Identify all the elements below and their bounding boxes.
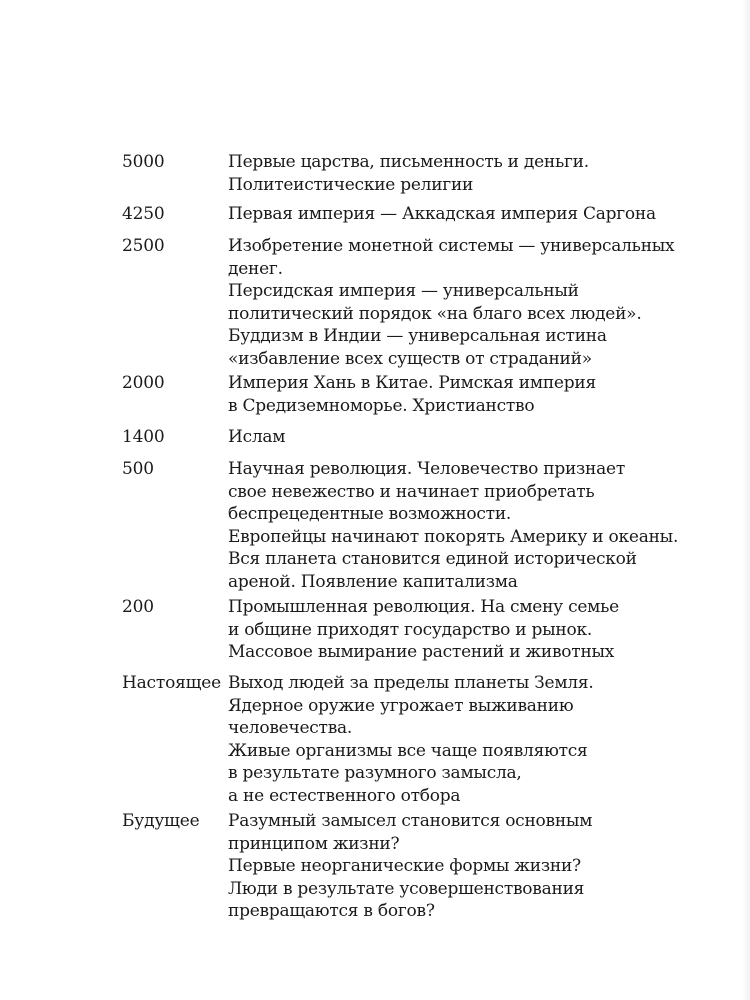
event-line: Разумный замысел становится основным: [228, 811, 593, 831]
timeline-year: 5000: [122, 152, 165, 172]
timeline-year: 200: [122, 597, 154, 617]
timeline-year: 4250: [122, 204, 165, 224]
timeline-event: [228, 810, 648, 923]
timeline-event: [228, 426, 648, 449]
timeline-year: 500: [122, 459, 154, 479]
event-line: Персидская империя — универсальный: [228, 281, 579, 301]
event-line: принципом жизни?: [228, 833, 400, 854]
event-line: Первые царства, письменность и деньги.: [228, 152, 589, 172]
timeline-year: Будущее: [122, 811, 200, 831]
timeline-event: [228, 596, 648, 664]
event-line: Вся планета становится единой исторической: [228, 549, 637, 569]
timeline-year: Настоящее: [122, 673, 221, 693]
event-line: превращаются в богов?: [228, 901, 435, 921]
event-line: Европейцы начинают покорять Америку и океаны.: [228, 526, 679, 547]
timeline-event: [228, 672, 648, 807]
event-line: Промышленная революция. На смену семье: [228, 597, 619, 617]
timeline-event: [228, 151, 648, 196]
timeline-event: [228, 372, 648, 417]
timeline-event: [228, 203, 656, 226]
event-line: Научная революция. Человечество признает: [228, 459, 625, 479]
timeline-year: 2000: [122, 373, 165, 393]
event-line: беспрецедентные возможности.: [228, 504, 512, 524]
event-line: Буддизм в Индии — универсальная истина: [228, 326, 607, 346]
event-line: в Средиземноморье. Христианство: [228, 395, 535, 416]
event-line: денег.: [228, 258, 283, 279]
event-line: Первая империя — Аккадская империя Саргона: [228, 204, 656, 224]
event-line: Выход людей за пределы планеты Земля.: [228, 673, 594, 693]
event-line: Ислам: [228, 427, 286, 447]
timeline-event: [228, 458, 679, 593]
event-line: свое невежество и начинает приобретать: [228, 481, 595, 502]
event-line: а не естественного отбора: [228, 785, 461, 806]
event-line: Ядерное оружие угрожает выживанию: [228, 695, 574, 716]
event-line: Массовое вымирание растений и животных: [228, 642, 615, 662]
event-line: Изобретение монетной системы — универсальных: [228, 236, 675, 256]
event-line: в результате разумного замысла,: [228, 763, 522, 783]
event-line: и общине приходят государство и рынок.: [228, 619, 593, 640]
event-line: Живые организмы все чаще появляются: [228, 740, 588, 761]
event-line: человечества.: [228, 718, 353, 738]
event-line: политический порядок «на благо всех людей».: [228, 303, 642, 324]
event-line: ареной. Появление капитализма: [228, 571, 518, 592]
timeline-event: [228, 235, 675, 370]
timeline-year: 1400: [122, 427, 165, 447]
event-line: «избавление всех существ от страданий»: [228, 348, 592, 369]
event-line: Империя Хань в Китае. Римская империя: [228, 373, 596, 393]
timeline-year: 2500: [122, 236, 165, 256]
event-line: Политеистические религии: [228, 174, 474, 195]
event-line: Люди в результате усовершенствования: [228, 878, 585, 899]
event-line: Первые неорганические формы жизни?: [228, 856, 581, 876]
